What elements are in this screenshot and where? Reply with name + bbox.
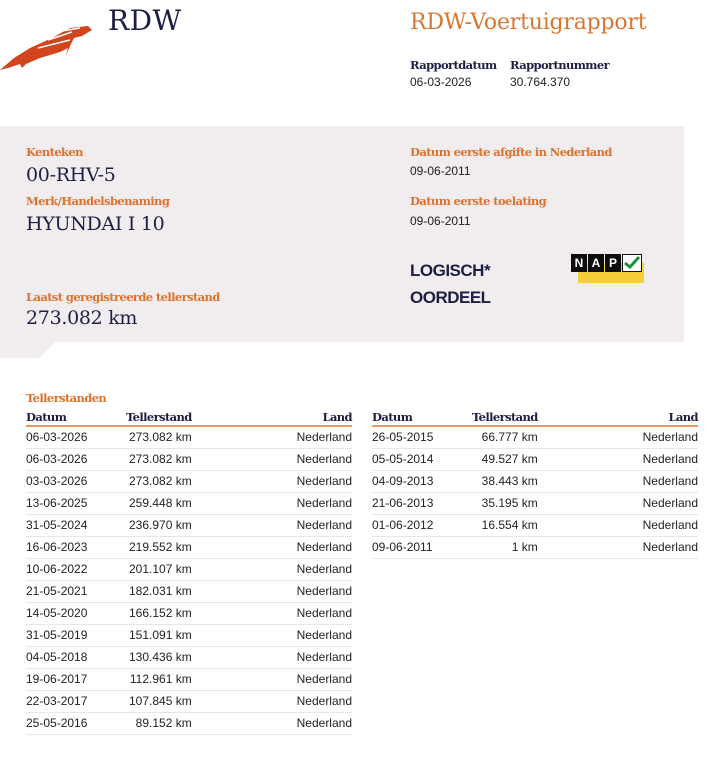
cell-reading: 259.448 km [126, 492, 192, 514]
cell-reading: 182.031 km [126, 580, 192, 602]
cell-reading: 273.082 km [126, 448, 192, 470]
cell-reading: 16.554 km [472, 514, 538, 536]
cell-country: Nederland [538, 492, 698, 514]
table-row [26, 690, 352, 712]
cell-country: Nederland [192, 514, 352, 536]
first-admission-label: Datum eerste toelating [410, 194, 547, 208]
first-issue-nl-value: 09-06-2011 [410, 164, 471, 178]
odometer-section-title: Tellerstanden [26, 391, 107, 405]
table-row [26, 558, 352, 580]
cell-date: 13-06-2025 [26, 492, 126, 514]
report-number-value: 30.764.370 [510, 75, 571, 89]
first-admission-value: 09-06-2011 [410, 214, 471, 228]
column-header-reading: Tellerstand [472, 410, 538, 424]
make-value: HYUNDAI I 10 [26, 213, 165, 235]
cell-date: 06-03-2026 [26, 426, 126, 448]
table-row [372, 514, 698, 536]
report-date-label: Rapportdatum [410, 58, 497, 72]
rdw-logo-icon [0, 18, 95, 73]
column-header-country: Land [192, 410, 352, 426]
first-issue-nl-label: Datum eerste afgifte in Nederland [410, 145, 612, 159]
table-row [372, 426, 698, 448]
report-date-block [410, 58, 497, 89]
nap-letter-p: P [605, 254, 621, 272]
cell-country: Nederland [538, 470, 698, 492]
table-row [372, 470, 698, 492]
cell-reading: 35.195 km [472, 492, 538, 514]
nap-letter-a: A [588, 254, 604, 272]
table-row [372, 492, 698, 514]
table-row [26, 470, 352, 492]
cell-country: Nederland [192, 712, 352, 734]
table-row [26, 536, 352, 558]
cell-date: 05-05-2014 [372, 448, 472, 470]
cell-country: Nederland [192, 492, 352, 514]
cell-reading: 201.107 km [126, 558, 192, 580]
cell-date: 16-06-2023 [26, 536, 126, 558]
last-odometer-label: Laatst geregistreerde tellerstand [26, 290, 220, 304]
cell-reading: 236.970 km [126, 514, 192, 536]
cell-reading: 107.845 km [126, 690, 192, 712]
table-row [26, 624, 352, 646]
cell-reading: 112.961 km [126, 668, 192, 690]
plate-label: Kenteken [26, 145, 83, 159]
cell-country: Nederland [538, 448, 698, 470]
table-row [26, 580, 352, 602]
column-header-date: Datum [26, 410, 126, 426]
table-row [26, 602, 352, 624]
report-title: RDW-Voertuigrapport [410, 10, 647, 35]
make-label: Merk/Handelsbenaming [26, 194, 170, 208]
cell-date: 22-03-2017 [26, 690, 126, 712]
nap-logo [571, 254, 647, 284]
table-row [26, 426, 352, 448]
cell-country: Nederland [538, 514, 698, 536]
cell-country: Nederland [192, 602, 352, 624]
brand-name: RDW [108, 4, 182, 37]
cell-reading: 89.152 km [126, 712, 192, 734]
cell-date: 19-06-2017 [26, 668, 126, 690]
last-odometer-value: 273.082 km [26, 307, 138, 329]
cell-reading: 219.552 km [126, 536, 192, 558]
cell-date: 25-05-2016 [26, 712, 126, 734]
cell-reading: 66.777 km [472, 426, 538, 448]
cell-reading: 273.082 km [126, 470, 192, 492]
checkmark-icon [622, 254, 642, 272]
nap-letter-n: N [571, 254, 587, 272]
cell-country: Nederland [192, 448, 352, 470]
cell-country: Nederland [538, 536, 698, 558]
cell-reading: 166.152 km [126, 602, 192, 624]
cell-country: Nederland [538, 426, 698, 448]
cell-country: Nederland [192, 426, 352, 448]
report-number-label: Rapportnummer [510, 58, 610, 72]
report-number-block [510, 58, 609, 89]
plate-value: 00-RHV-5 [26, 164, 116, 186]
cell-reading: 1 km [472, 536, 538, 558]
table-row [26, 712, 352, 734]
table-row [26, 514, 352, 536]
cell-country: Nederland [192, 536, 352, 558]
panel-notch [0, 341, 56, 358]
cell-date: 01-06-2012 [372, 514, 472, 536]
cell-date: 31-05-2019 [26, 624, 126, 646]
cell-date: 06-03-2026 [26, 448, 126, 470]
cell-reading: 38.443 km [472, 470, 538, 492]
verdict-line-2: OORDEEL [410, 288, 491, 307]
report-date-value: 06-03-2026 [410, 75, 472, 89]
column-header-country: Land [538, 410, 698, 426]
table-row [26, 492, 352, 514]
cell-country: Nederland [192, 646, 352, 668]
table-row [26, 448, 352, 470]
table-row [372, 536, 698, 558]
cell-date: 10-06-2022 [26, 558, 126, 580]
cell-reading: 49.527 km [472, 448, 538, 470]
cell-date: 14-05-2020 [26, 602, 126, 624]
verdict-line-1: LOGISCH* [410, 261, 491, 280]
table-row [26, 668, 352, 690]
odometer-verdict [410, 257, 491, 311]
cell-date: 26-05-2015 [372, 426, 472, 448]
cell-country: Nederland [192, 668, 352, 690]
column-header-date: Datum [372, 410, 472, 426]
cell-date: 31-05-2024 [26, 514, 126, 536]
cell-reading: 151.091 km [126, 624, 192, 646]
cell-date: 09-06-2011 [372, 536, 472, 558]
table-row [372, 448, 698, 470]
table-row [26, 646, 352, 668]
cell-date: 21-06-2013 [372, 492, 472, 514]
cell-country: Nederland [192, 690, 352, 712]
cell-date: 21-05-2021 [26, 580, 126, 602]
cell-country: Nederland [192, 624, 352, 646]
cell-date: 03-03-2026 [26, 470, 126, 492]
cell-country: Nederland [192, 580, 352, 602]
cell-reading: 130.436 km [126, 646, 192, 668]
cell-reading: 273.082 km [126, 426, 192, 448]
cell-date: 04-05-2018 [26, 646, 126, 668]
table-header-row [26, 410, 352, 426]
table-header-row [372, 410, 698, 426]
cell-date: 04-09-2013 [372, 470, 472, 492]
odometer-table-left [26, 410, 352, 735]
odometer-table-right [372, 410, 698, 559]
cell-country: Nederland [192, 558, 352, 580]
column-header-reading: Tellerstand [126, 410, 192, 424]
cell-country: Nederland [192, 470, 352, 492]
